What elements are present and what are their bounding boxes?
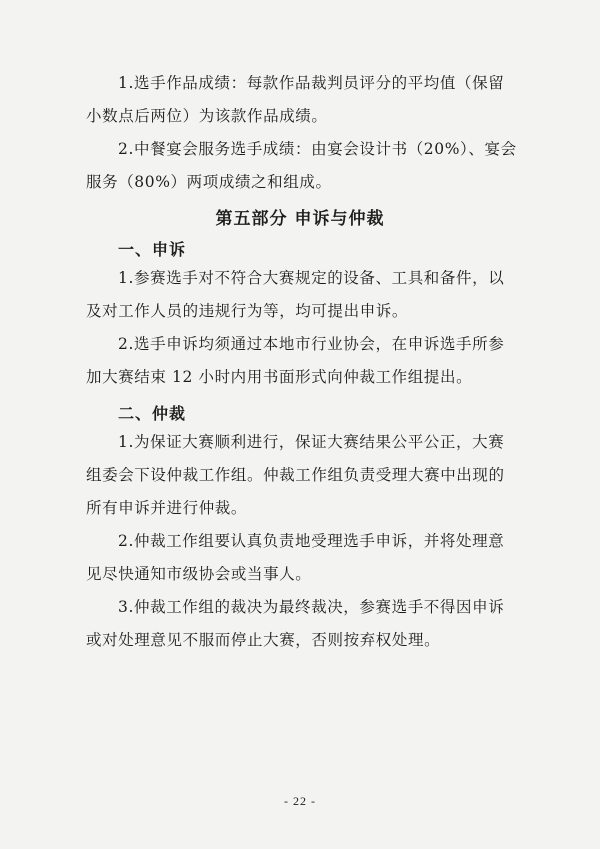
- appeal-item2-line2: 加大赛结束 12 小时内用书面形式向仲裁工作组提出。: [86, 368, 473, 386]
- arbitration-item1-line2: 组委会下设仲裁工作组。仲裁工作组负责受理大赛中出现的: [86, 466, 505, 484]
- scoring-item2-line1: 2.中餐宴会服务选手成绩：由宴会设计书（20%）、宴会: [118, 140, 517, 158]
- scoring-item1-line1: 1.选手作品成绩：每款作品裁判员评分的平均值（保留: [118, 74, 505, 92]
- arbitration-heading: 二、仲裁: [118, 404, 187, 423]
- appeal-item1-line1: 1.参赛选手对不符合大赛规定的设备、工具和备件，以: [118, 269, 505, 287]
- arbitration-item3-line2: 或对处理意见不服而停止大赛，否则按弃权处理。: [86, 631, 441, 649]
- appeal-item2-line1: 2.选手申诉均须通过本地市行业协会，在申诉选手所参: [118, 335, 505, 353]
- arbitration-item3-line1: 3.仲裁工作组的裁决为最终裁决，参赛选手不得因申诉: [118, 598, 505, 616]
- appeal-item1-line2: 及对工作人员的违规行为等，均可提出申诉。: [86, 302, 409, 320]
- arbitration-item2-line1: 2.仲裁工作组要认真负责地受理选手申诉，并将处理意: [118, 532, 505, 550]
- section-title: 第五部分 申诉与仲裁: [215, 209, 385, 229]
- arbitration-item2-line2: 见尽快通知市级协会或当事人。: [86, 565, 312, 583]
- arbitration-item1-line1: 1.为保证大赛顺利进行，保证大赛结果公平公正，大赛: [118, 433, 505, 451]
- appeal-heading: 一、申诉: [118, 240, 187, 259]
- scoring-item1-line2: 小数点后两位）为该款作品成绩。: [86, 107, 328, 125]
- scoring-item2-line2: 服务（80%）两项成绩之和组成。: [86, 173, 332, 191]
- arbitration-item1-line3: 所有申诉并进行仲裁。: [86, 499, 248, 517]
- page-number: - 22 -: [284, 794, 316, 808]
